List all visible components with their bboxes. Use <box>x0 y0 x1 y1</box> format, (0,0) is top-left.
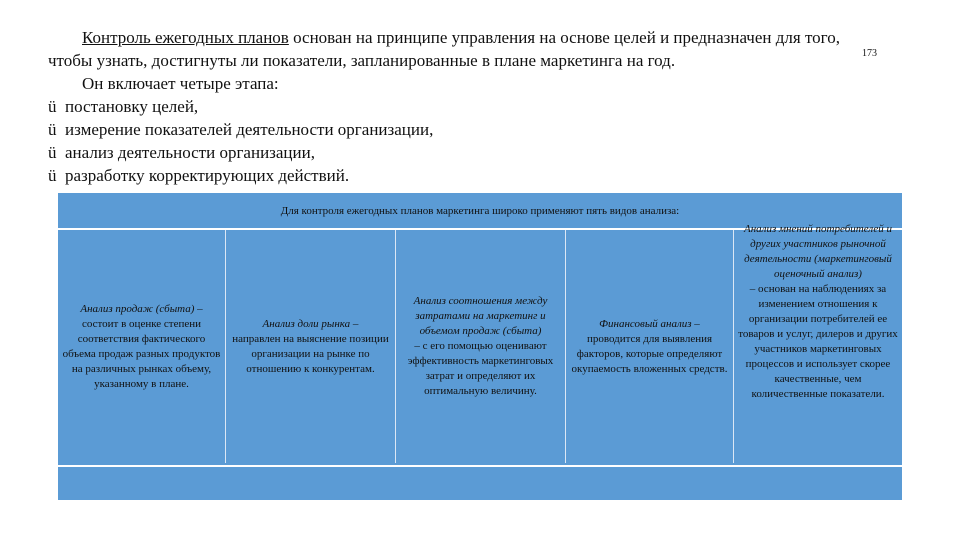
analysis-table <box>58 193 902 498</box>
checkmark-icon: ü <box>48 120 57 139</box>
table-cell-financial-analysis <box>566 230 734 463</box>
table-cell-opinion-analysis <box>734 223 902 463</box>
cell-text: проводится для выявления факторов, которые определяют окупаемость вложенных средств. <box>571 332 728 375</box>
page-number: 173 <box>862 48 877 59</box>
cell-text: – основан на наблюдениях за изменением отношения к организации потребителей ее товаров и услуг, дилеров и других участников маркетинговых процессов и использует скорее качественные, чем количественные показатели. <box>738 283 898 400</box>
cell-text: состоит в оценке степени соответствия фактического объема продаж разных продуктов на различных рынках объему, указанному в плане. <box>62 317 221 390</box>
bullet-item <box>48 141 918 164</box>
intro-term: Контроль ежегодных планов <box>82 28 289 47</box>
bullet-item <box>48 95 918 118</box>
cell-title: Анализ мнений потребителей и других участников рыночной деятельности (маркетинговый оценочный анализ) <box>743 223 893 280</box>
intro-text <box>48 26 918 187</box>
table-header: Для контроля ежегодных планов маркетинга широко применяют пять видов анализа: <box>58 193 902 230</box>
cell-text: – с его помощью оценивают эффективность маркетинговых затрат и определяют их оптимальную величину. <box>407 340 554 397</box>
table-footer-band <box>58 465 902 500</box>
cell-title: Анализ доли рынка – <box>262 317 359 330</box>
checkmark-icon: ü <box>48 143 57 162</box>
cell-text: направлен на выяснение позиции организации на рынке по отношению к конкурентам. <box>232 332 389 375</box>
checkmark-icon: ü <box>48 166 57 185</box>
bullet-text: постановку целей, <box>65 97 199 116</box>
cell-title: Анализ продаж (сбыта) – <box>80 302 203 315</box>
bullet-text: анализ деятельности организации, <box>65 143 315 162</box>
table-cell-sales-analysis <box>58 230 226 463</box>
checkmark-icon: ü <box>48 97 57 116</box>
bullet-item <box>48 118 918 141</box>
cell-title: Финансовый анализ – <box>599 317 700 330</box>
intro-line-1 <box>48 26 918 49</box>
table-cell-cost-sales-ratio-analysis <box>396 230 566 463</box>
bullet-text: измерение показателей деятельности организации, <box>65 120 434 139</box>
intro-line-1-rest: основан на принципе управления на основе целей и предназначен для того, <box>288 28 840 47</box>
intro-line-3: Он включает четыре этапа: <box>82 74 279 93</box>
intro-line-2: чтобы узнать, достигнуты ли показатели, запланированные в плане маркетинга на год. <box>48 51 676 70</box>
bullet-text: разработку корректирующих действий. <box>65 166 350 185</box>
cell-title: Анализ соотношения между затратами на маркетинг и объемом продаж (сбыта) <box>413 295 548 337</box>
table-cell-market-share-analysis <box>226 230 396 463</box>
bullet-item <box>48 164 918 187</box>
table-columns <box>58 223 902 463</box>
